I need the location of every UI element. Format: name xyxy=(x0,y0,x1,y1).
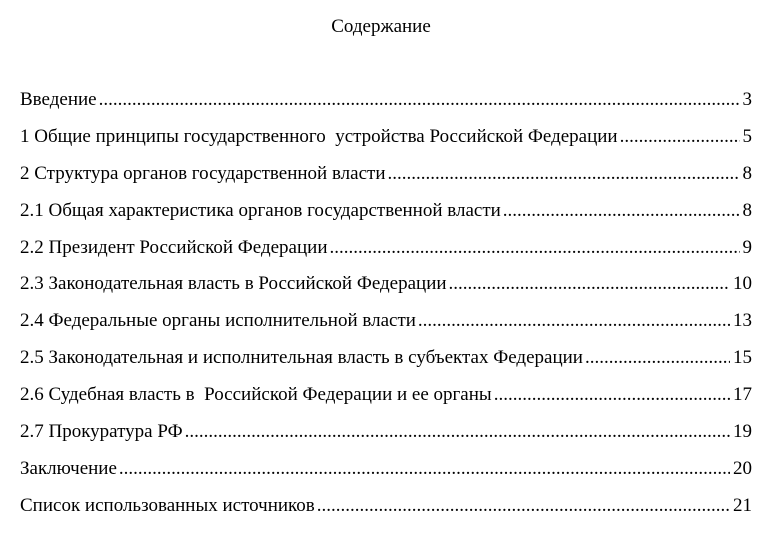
toc-entry-text: 2.7 Прокуратура РФ xyxy=(20,421,183,443)
toc-entry-page: 21 xyxy=(733,494,752,516)
toc-entry-page: 8 xyxy=(742,162,752,184)
toc-entry xyxy=(20,494,752,531)
toc-dot-leader xyxy=(585,346,730,370)
toc-entry-text: 2.4 Федеральные органы исполнительной власти xyxy=(20,310,416,332)
toc-dot-leader xyxy=(418,309,730,333)
toc-entry xyxy=(20,420,752,457)
toc-entry xyxy=(20,383,752,420)
toc-entry-text: Введение xyxy=(20,89,97,110)
toc-entry xyxy=(20,125,752,162)
toc-entry xyxy=(20,199,752,236)
toc-entry xyxy=(20,236,752,273)
toc-entry-text: 2.3 Законодательная власть в Российской Федерации xyxy=(20,273,447,295)
toc-entry-page: 17 xyxy=(733,384,752,406)
toc-entry-text: Список использованных источников xyxy=(20,494,315,516)
toc-entry-text: 1 Общие принципы государственного устройства Российской Федерации xyxy=(20,125,618,147)
toc-entry-page: 20 xyxy=(733,457,752,479)
toc-entry xyxy=(20,457,752,494)
toc-entry-page: 13 xyxy=(733,310,752,332)
toc-dot-leader xyxy=(388,162,740,186)
toc-entry-text: 2.5 Законодательная и исполнительная власть в субъектах Федерации xyxy=(20,347,583,369)
toc-entry-page: 15 xyxy=(733,347,752,369)
toc-title: Содержание xyxy=(331,16,431,37)
toc-entry xyxy=(20,346,752,383)
toc-entry-page: 8 xyxy=(742,199,752,221)
toc-entry-text: 2 Структура органов государственной власти xyxy=(20,162,386,184)
toc-dot-leader xyxy=(494,383,730,407)
toc-entry xyxy=(20,309,752,346)
toc-dot-leader xyxy=(449,272,730,296)
toc-dot-leader xyxy=(317,494,730,518)
toc-entry-text: Заключение xyxy=(20,457,117,479)
toc-dot-leader xyxy=(620,125,740,149)
toc-entry-page: 10 xyxy=(733,273,752,295)
toc-entry-page: 5 xyxy=(742,125,752,147)
toc-entry xyxy=(20,272,752,309)
toc-dot-leader xyxy=(503,199,740,223)
toc-entry xyxy=(20,88,752,125)
toc-dot-leader xyxy=(185,420,730,444)
toc-entry-page: 9 xyxy=(742,236,752,258)
toc-dot-leader xyxy=(99,88,740,112)
toc-entry-text: 2.1 Общая характеристика органов государственной власти xyxy=(20,199,501,221)
toc-entry-text: 2.2 Президент Российской Федерации xyxy=(20,236,328,258)
toc-dot-leader xyxy=(119,457,730,481)
toc-entry-page: 3 xyxy=(742,89,752,110)
toc-list xyxy=(20,88,752,531)
toc-entry xyxy=(20,162,752,199)
toc-dot-leader xyxy=(330,236,740,260)
toc-entry-text: 2.6 Судебная власть в Российской Федерации и ее органы xyxy=(20,384,492,406)
toc-entry-page: 19 xyxy=(733,421,752,443)
